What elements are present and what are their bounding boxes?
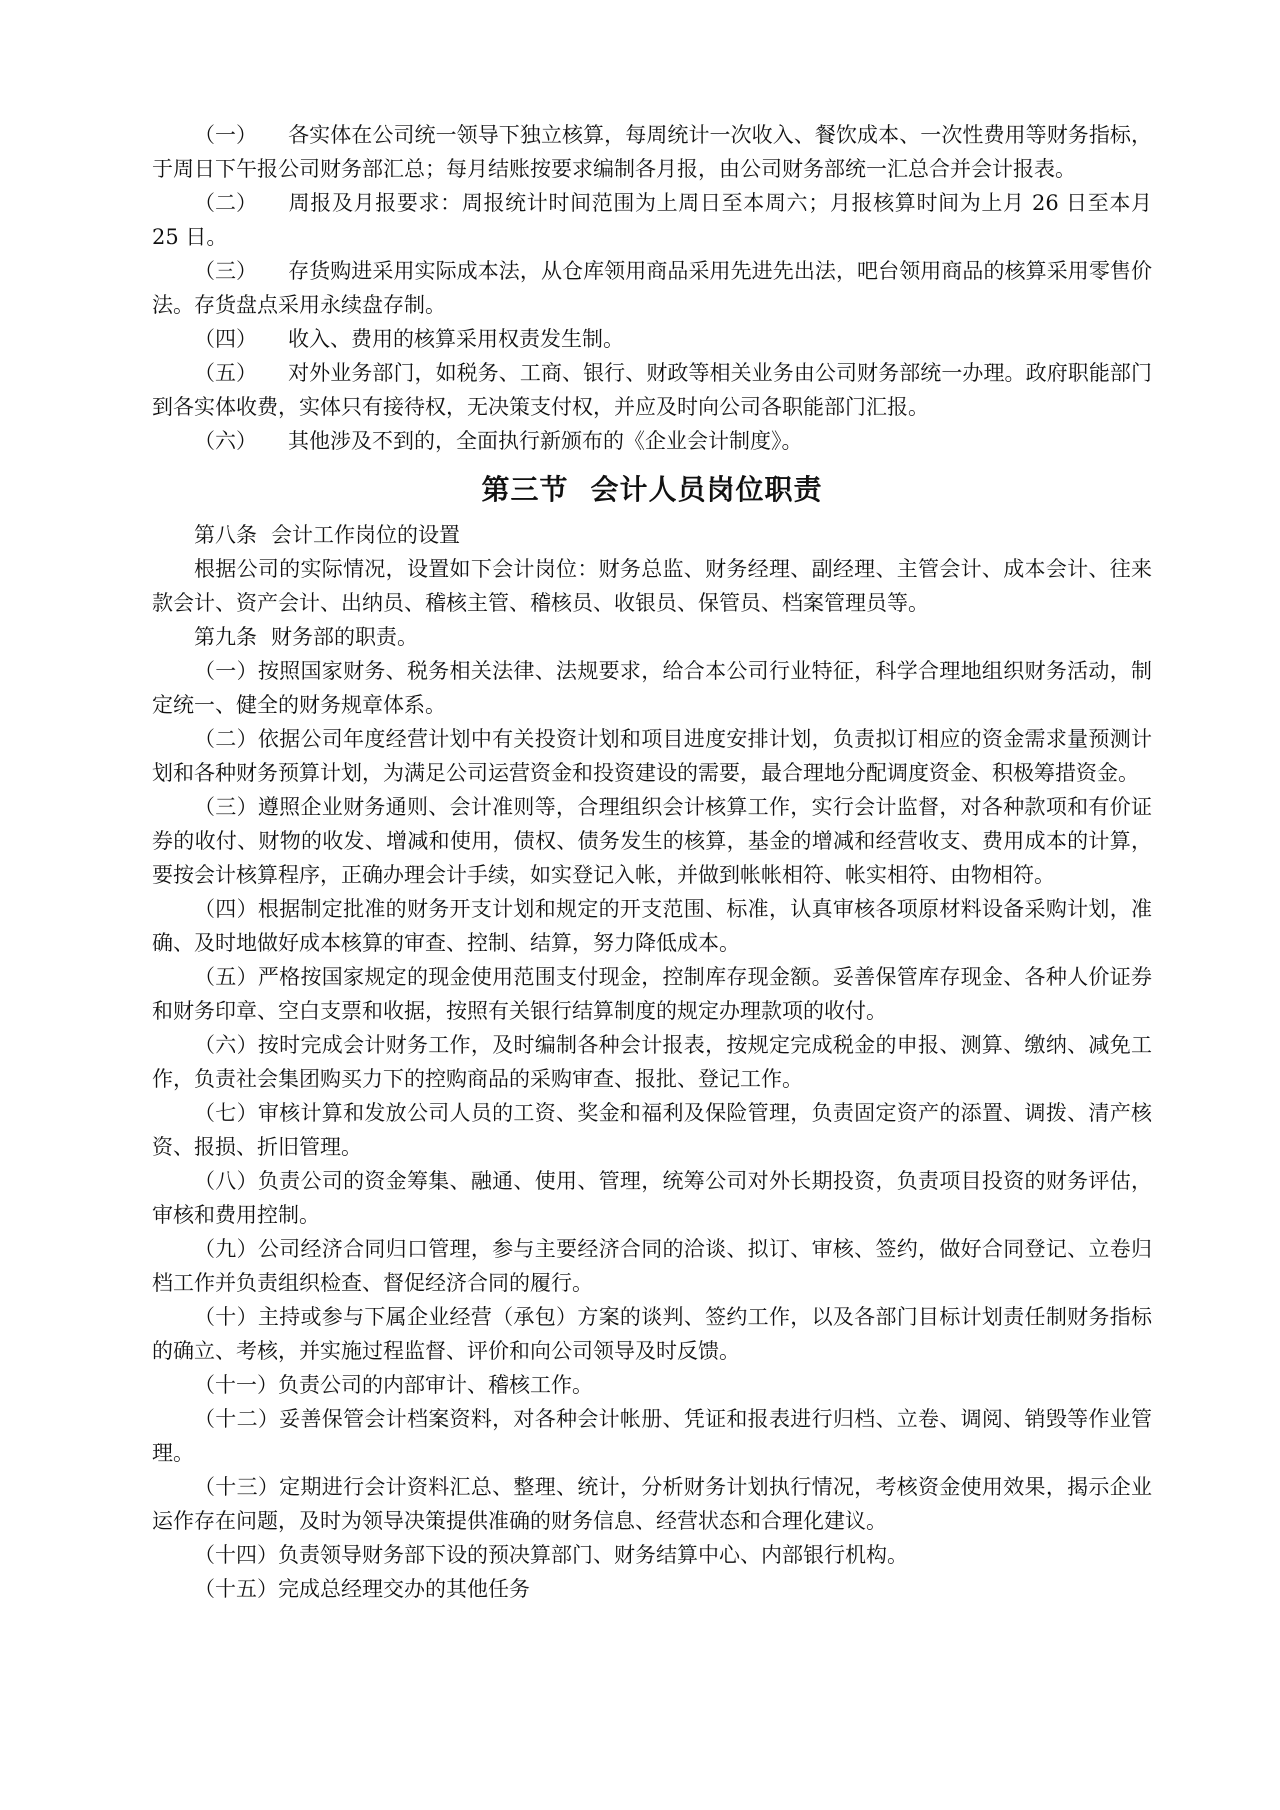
- intro-item-label: （四）: [194, 327, 257, 351]
- duty-item: （一）按照国家财务、税务相关法律、法规要求，给合本公司行业特征，科学合理地组织财务活动，制定统一、健全的财务规章体系。: [152, 659, 1152, 717]
- duty-item: （七）审核计算和发放公司人员的工资、奖金和福利及保险管理，负责固定资产的添置、调拨、清产核资、报损、折旧管理。: [152, 1101, 1152, 1159]
- section-title: 会计人员岗位职责: [590, 473, 823, 506]
- intro-item: [152, 424, 1152, 458]
- duty-item: （六）按时完成会计财务工作，及时编制各种会计报表，按规定完成税金的申报、测算、缴纳、减免工作，负责社会集团购买力下的控购商品的采购审查、报批、登记工作。: [152, 1033, 1152, 1091]
- article-number: 第九条: [194, 625, 257, 649]
- intro-item: [152, 322, 1152, 356]
- duty-item: （十二）妥善保管会计档案资料，对各种会计帐册、凭证和报表进行归档、立卷、调阅、销毁等作业管理。: [152, 1407, 1152, 1465]
- article-body: 根据公司的实际情况，设置如下会计岗位：财务总监、财务经理、副经理、主管会计、成本会计、往来款会计、资产会计、出纳员、稽核主管、稽核员、收银员、保管员、档案管理员等。: [152, 557, 1152, 615]
- intro-item-text: 各实体在公司统一领导下独立核算，每周统计一次收入、餐饮成本、一次性费用等财务指标，于周日下午报公司财务部汇总；每月结账按要求编制各月报，由公司财务部统一汇总合并会计报表。: [152, 123, 1152, 181]
- intro-item-label: （二）: [194, 191, 257, 215]
- intro-item: [152, 186, 1152, 254]
- intro-item-label: （五）: [194, 361, 257, 385]
- article-title: 财务部的职责。: [271, 625, 418, 649]
- intro-item: [152, 118, 1152, 186]
- duty-item: （十五）完成总经理交办的其他任务: [194, 1577, 530, 1601]
- intro-item-text: 其他涉及不到的，全面执行新颁布的《企业会计制度》。: [288, 429, 803, 453]
- duty-item: （五）严格按国家规定的现金使用范围支付现金，控制库存现金额。妥善保管库存现金、各种人价证券和财务印章、空白支票和收据，按照有关银行结算制度的规定办理款项的收付。: [152, 965, 1152, 1023]
- duty-item: （四）根据制定批准的财务开支计划和规定的开支范围、标准，认真审核各项原材料设备采购计划，准确、及时地做好成本核算的审查、控制、结算，努力降低成本。: [152, 897, 1152, 955]
- intro-item: [152, 254, 1152, 322]
- intro-item-label: （六）: [194, 429, 257, 453]
- duty-item: （十）主持或参与下属企业经营（承包）方案的谈判、签约工作，以及各部门目标计划责任制财务指标的确立、考核，并实施过程监督、评价和向公司领导及时反馈。: [152, 1305, 1152, 1363]
- intro-item-label: （三）: [194, 259, 257, 283]
- intro-item-text: 存货购进采用实际成本法，从仓库领用商品采用先进先出法，吧台领用商品的核算采用零售价法。存货盘点采用永续盘存制。: [152, 259, 1152, 317]
- intro-item-text: 周报及月报要求：周报统计时间范围为上周日至本周六；月报核算时间为上月 26 日至本月 25 日。: [152, 191, 1152, 249]
- article-heading: [152, 518, 1152, 552]
- intro-item-text: 收入、费用的核算采用权责发生制。: [288, 327, 624, 351]
- section-heading: [152, 468, 1152, 512]
- intro-item-label: （一）: [194, 123, 257, 147]
- duty-item: （八）负责公司的资金筹集、融通、使用、管理，统筹公司对外长期投资，负责项目投资的财务评估，审核和费用控制。: [152, 1169, 1152, 1227]
- article-heading: [152, 620, 1152, 654]
- intro-item: [152, 356, 1152, 424]
- article-number: 第八条: [194, 523, 257, 547]
- article-title: 会计工作岗位的设置: [271, 523, 460, 547]
- duty-item: （二）依据公司年度经营计划中有关投资计划和项目进度安排计划，负责拟订相应的资金需求量预测计划和各种财务预算计划，为满足公司运营资金和投资建设的需要，最合理地分配调度资金、积极筹措资金。: [152, 727, 1152, 785]
- document-page: [152, 118, 1152, 1606]
- duty-item: （十四）负责领导财务部下设的预决算部门、财务结算中心、内部银行机构。: [194, 1543, 908, 1567]
- section-number: 第三节: [481, 473, 569, 506]
- duty-item: （十一）负责公司的内部审计、稽核工作。: [194, 1373, 593, 1397]
- duty-item: （十三）定期进行会计资料汇总、整理、统计，分析财务计划执行情况，考核资金使用效果，揭示企业运作存在问题，及时为领导决策提供准确的财务信息、经营状态和合理化建议。: [152, 1475, 1152, 1533]
- duty-item: （三）遵照企业财务通则、会计准则等，合理组织会计核算工作，实行会计监督，对各种款项和有价证券的收付、财物的收发、增减和使用，债权、债务发生的核算，基金的增减和经营收支、费用成本的计算，要按会计核算程序，正确办理会计手续，如实登记入帐，并做到帐帐相符、帐实相符、由物相符。: [152, 795, 1152, 887]
- duty-item: （九）公司经济合同归口管理，参与主要经济合同的洽谈、拟订、审核、签约，做好合同登记、立卷归档工作并负责组织检查、督促经济合同的履行。: [152, 1237, 1152, 1295]
- intro-item-text: 对外业务部门，如税务、工商、银行、财政等相关业务由公司财务部统一办理。政府职能部门到各实体收费，实体只有接待权，无决策支付权，并应及时向公司各职能部门汇报。: [152, 361, 1152, 419]
